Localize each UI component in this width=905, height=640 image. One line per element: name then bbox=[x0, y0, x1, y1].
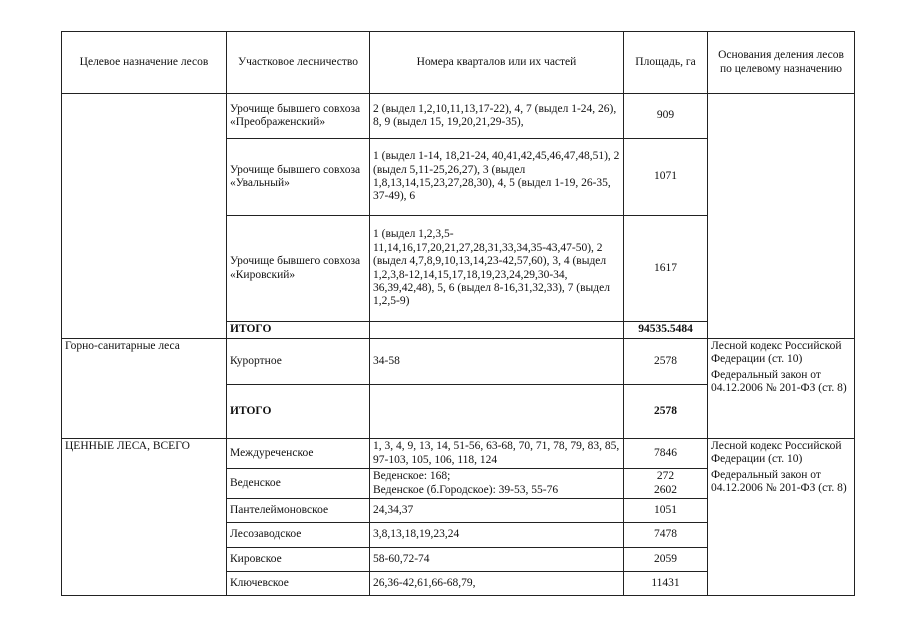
quarters-cell: 34-58 bbox=[370, 339, 624, 385]
area-cell: 7846 bbox=[624, 439, 708, 469]
quarters-line: Веденское (б.Городское): 39-53, 55-76 bbox=[373, 483, 559, 496]
table-row bbox=[62, 94, 855, 139]
total-label: ИТОГО bbox=[227, 385, 370, 439]
forestry-cell: Кировское bbox=[227, 548, 370, 572]
purpose-cell-empty bbox=[62, 94, 227, 339]
quarters-cell: 3,8,13,18,19,23,24 bbox=[370, 523, 624, 548]
quarters-cell: 58-60,72-74 bbox=[370, 548, 624, 572]
area-line: 2602 bbox=[654, 483, 677, 496]
header-row bbox=[62, 32, 855, 94]
area-cell: 1071 bbox=[624, 139, 708, 216]
header-purpose: Целевое назначение лесов bbox=[62, 32, 227, 94]
quarters-cell: 24,34,37 bbox=[370, 499, 624, 523]
forestry-cell: Пантелеймоновское bbox=[227, 499, 370, 523]
forestry-cell: Лесозаводское bbox=[227, 523, 370, 548]
forestry-cell: Ключевское bbox=[227, 572, 370, 596]
header-quarters: Номера кварталов или их частей bbox=[370, 32, 624, 94]
quarters-cell: 1, 3, 4, 9, 13, 14, 51-56, 63-68, 70, 71, 78, 79, 83, 85, 97-103, 105, 106, 118, 124 bbox=[370, 439, 624, 469]
document-page bbox=[61, 31, 855, 596]
total-label: ИТОГО bbox=[227, 322, 370, 339]
basis-cell-empty bbox=[708, 94, 855, 339]
total-quarters-empty bbox=[370, 385, 624, 439]
area-cell: 7478 bbox=[624, 523, 708, 548]
total-quarters-empty bbox=[370, 322, 624, 339]
forestry-cell: Урочище бывшего совхоза «Увальный» bbox=[227, 139, 370, 216]
area-cell: 11431 bbox=[624, 572, 708, 596]
basis-cell bbox=[708, 439, 855, 596]
table-row bbox=[62, 439, 855, 469]
quarters-cell: 1 (выдел 1-14, 18,21-24, 40,41,42,45,46,47,48,51), 2 (выдел 5,11-25,26,27), 3 (выдел 1,8,13,14,15,23,27,28,30), 4, 5 (выдел 1-19, 26-35, 37-49), 6 bbox=[370, 139, 624, 216]
area-cell: 2059 bbox=[624, 548, 708, 572]
purpose-cell: Горно-санитарные леса bbox=[62, 339, 227, 439]
area-cell: 1617 bbox=[624, 216, 708, 322]
area-line: 272 bbox=[656, 470, 675, 483]
forestry-cell: Урочище бывшего совхоза «Кировский» bbox=[227, 216, 370, 322]
quarters-cell: 26,36-42,61,66-68,79, bbox=[370, 572, 624, 596]
basis-cell bbox=[708, 339, 855, 439]
purpose-cell: ЦЕННЫЕ ЛЕСА, ВСЕГО bbox=[62, 439, 227, 596]
forestry-cell: Курортное bbox=[227, 339, 370, 385]
area-cell: 1051 bbox=[624, 499, 708, 523]
basis-text: Лесной кодекс Российской Федерации (ст. 10) bbox=[711, 340, 842, 366]
forest-purpose-table bbox=[61, 31, 855, 596]
forestry-cell: Междуреченское bbox=[227, 439, 370, 469]
total-area: 2578 bbox=[624, 385, 708, 439]
quarters-cell: 1 (выдел 1,2,3,5-11,14,16,17,20,21,27,28,31,33,34,35-43,47-50), 2 (выдел 4,7,8,9,10,13,14,23-42,57,60), 3, 4 (выдел 1,2,3,8-12,14,15,17,18,19,23,24,29,30-34, 36,39,42,48), 5, 6 (выдел 8-16,31,32,33), 7 (выдел 1,2,5-9) bbox=[370, 216, 624, 322]
header-basis: Основания деления лесов по целевому назначению bbox=[708, 32, 855, 94]
forestry-cell: Веденское bbox=[227, 469, 370, 499]
quarters-cell bbox=[370, 469, 624, 499]
total-area: 94535.5484 bbox=[624, 322, 708, 339]
area-cell bbox=[624, 469, 708, 499]
forestry-cell: Урочище бывшего совхоза «Преображенский» bbox=[227, 94, 370, 139]
quarters-line: Веденское: 168; bbox=[373, 470, 451, 483]
area-cell: 2578 bbox=[624, 339, 708, 385]
basis-text: Федеральный закон от 04.12.2006 № 201-ФЗ (ст. 8) bbox=[711, 368, 847, 395]
quarters-cell: 2 (выдел 1,2,10,11,13,17-22), 4, 7 (выдел 1-24, 26), 8, 9 (выдел 15, 19,20,21,29-35), bbox=[370, 94, 624, 139]
area-cell: 909 bbox=[624, 94, 708, 139]
header-forestry: Участковое лесничество bbox=[227, 32, 370, 94]
basis-text: Лесной кодекс Российской Федерации (ст. 10) bbox=[711, 440, 842, 466]
header-area: Площадь, га bbox=[624, 32, 708, 94]
basis-text: Федеральный закон от 04.12.2006 № 201-ФЗ (ст. 8) bbox=[711, 468, 847, 495]
table-row bbox=[62, 339, 855, 385]
